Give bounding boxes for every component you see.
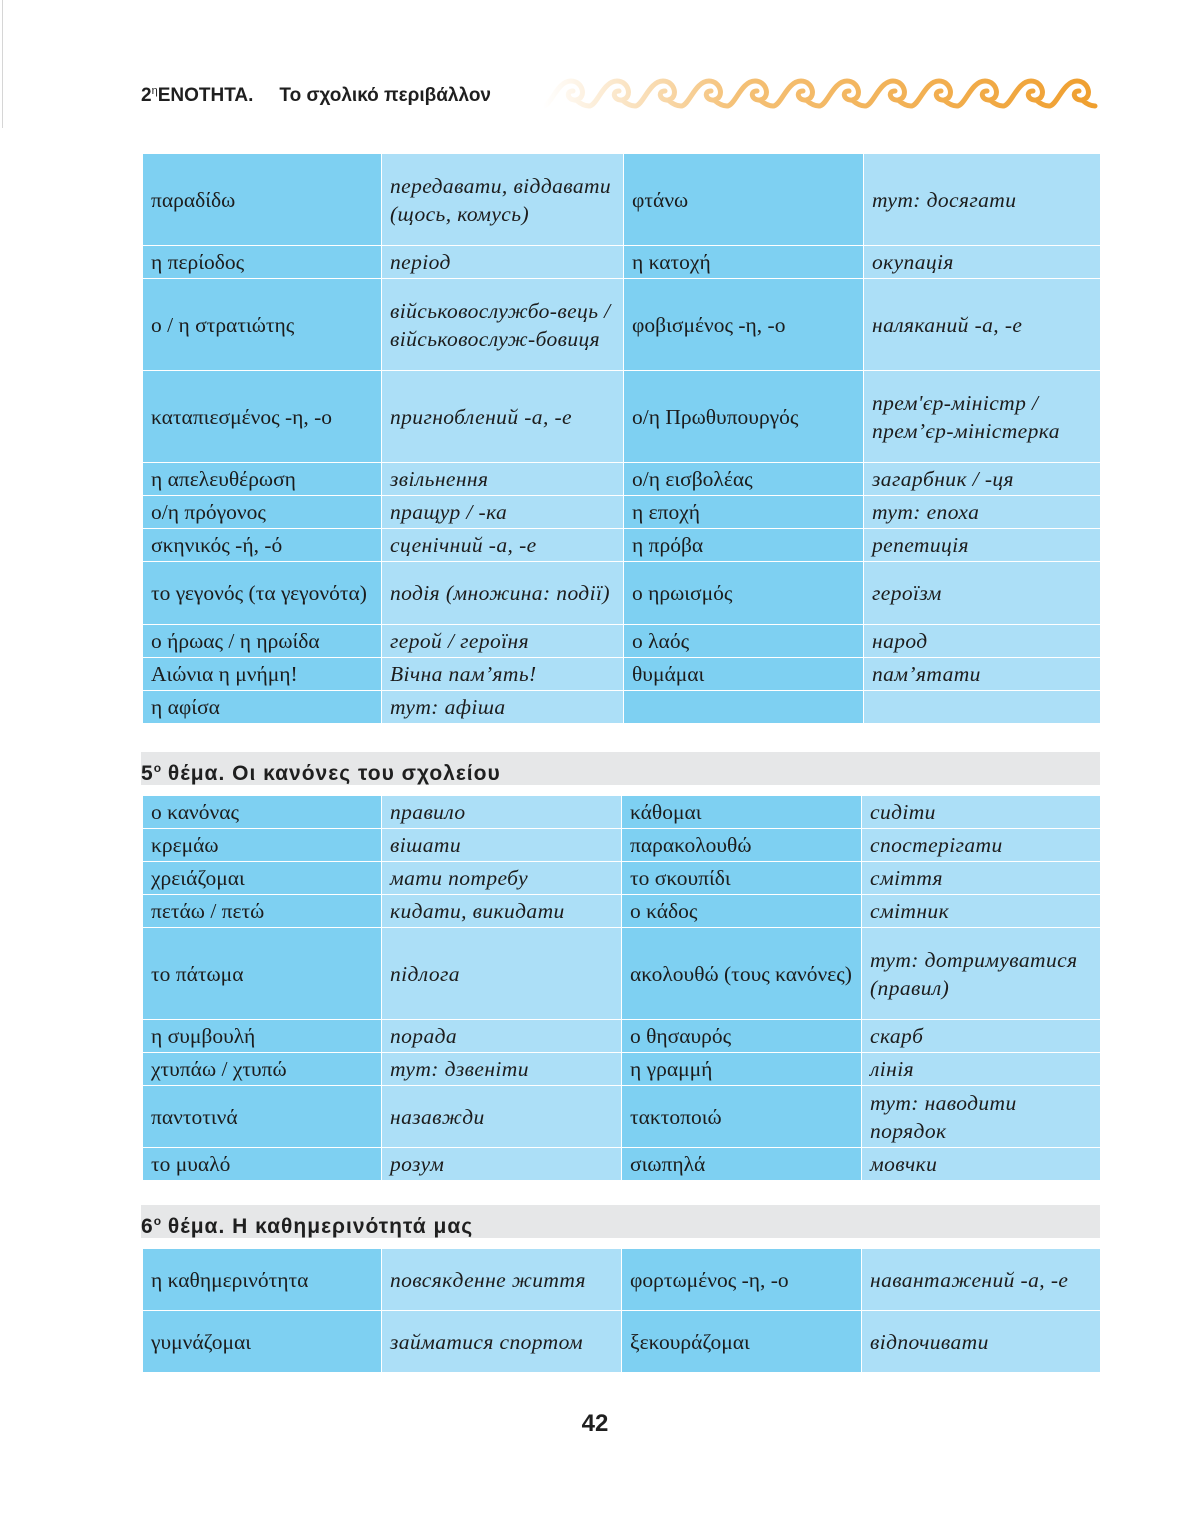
greek-term-cell: κρεμάω xyxy=(143,829,382,862)
ukrainian-translation-cell: передавати, віддавати (щось, комусь) xyxy=(382,154,624,246)
table-row xyxy=(143,625,1101,658)
theme-6-number: 6 xyxy=(141,1215,154,1238)
greek-term-cell: παραδίδω xyxy=(143,154,382,246)
table-row xyxy=(143,1311,1101,1373)
ukrainian-translation-cell: тут: досягати xyxy=(864,154,1101,246)
table-row xyxy=(143,496,1101,529)
greek-term-cell: κάθομαι xyxy=(622,796,862,829)
greek-term-cell: ο/η Πρωθυπουργός xyxy=(624,371,864,463)
greek-term-cell: καταπιεσμένος -η, -ο xyxy=(143,371,382,463)
ukrainian-translation-cell: звільнення xyxy=(382,463,624,496)
vocab-table-3 xyxy=(142,1248,1101,1373)
greek-term-cell: το μυαλό xyxy=(143,1148,382,1181)
greek-term-cell: ο/η πρόγονος xyxy=(143,496,382,529)
vocab-table-3-body xyxy=(143,1249,1101,1373)
unit-heading xyxy=(141,76,491,111)
greek-term-cell: Αιώνια η μνήμη! xyxy=(143,658,382,691)
ukrainian-translation-cell: пам’ятати xyxy=(864,658,1101,691)
greek-term-cell: ξεκουράζομαι xyxy=(622,1311,862,1373)
table-row xyxy=(143,1020,1101,1053)
ukrainian-translation-cell: порада xyxy=(382,1020,622,1053)
unit-number: 2 xyxy=(141,85,152,106)
greek-term-cell: ο ηρωισμός xyxy=(624,562,864,625)
greek-term-cell: ο/η εισβολέας xyxy=(624,463,864,496)
greek-term-cell: το γεγονός (τα γεγονότα) xyxy=(143,562,382,625)
table-row xyxy=(143,658,1101,691)
ukrainian-translation-cell: Вічна пам’ять! xyxy=(382,658,624,691)
theme-5-heading xyxy=(141,752,1100,785)
ukrainian-translation-cell: тут: наводити порядок xyxy=(862,1086,1101,1148)
table-row xyxy=(143,279,1101,371)
theme-6-label: θέμα. Η καθημερινότητά μας xyxy=(167,1215,474,1238)
theme-6-heading xyxy=(141,1205,1100,1238)
ukrainian-translation-cell: розум xyxy=(382,1148,622,1181)
ukrainian-translation-cell: сміття xyxy=(862,862,1101,895)
ukrainian-translation-cell: відпочивати xyxy=(862,1311,1101,1373)
table-row xyxy=(143,928,1101,1020)
greek-term-cell: φτάνω xyxy=(624,154,864,246)
ukrainian-translation-cell: підлога xyxy=(382,928,622,1020)
table-row xyxy=(143,691,1101,724)
table-row xyxy=(143,796,1101,829)
vocab-table-1 xyxy=(142,153,1101,724)
greek-term-cell: η γραμμή xyxy=(622,1053,862,1086)
table-row xyxy=(143,371,1101,463)
vocab-table-2 xyxy=(142,795,1101,1181)
page-header xyxy=(141,76,1101,112)
ukrainian-translation-cell: смітник xyxy=(862,895,1101,928)
ukrainian-translation-cell: назавжди xyxy=(382,1086,622,1148)
vocab-table-2-body xyxy=(143,796,1101,1181)
vocab-table-1-body xyxy=(143,154,1101,724)
ukrainian-translation-cell: мовчки xyxy=(862,1148,1101,1181)
ukrainian-translation-cell: народ xyxy=(864,625,1101,658)
greek-term-cell: ο ήρωας / η ηρωίδα xyxy=(143,625,382,658)
greek-term-cell: τακτοποιώ xyxy=(622,1086,862,1148)
greek-term-cell: σιωπηλά xyxy=(622,1148,862,1181)
ukrainian-translation-cell: тут: епоха xyxy=(864,496,1101,529)
table-row xyxy=(143,562,1101,625)
greek-term-cell: η περίοδος xyxy=(143,246,382,279)
greek-term-cell: παντοτινά xyxy=(143,1086,382,1148)
theme-5-sup: ο xyxy=(153,761,162,775)
greek-term-cell: γυμνάζομαι xyxy=(143,1311,382,1373)
ukrainian-translation-cell: герой / героїня xyxy=(382,625,624,658)
greek-term-cell: η εποχή xyxy=(624,496,864,529)
table-row xyxy=(143,246,1101,279)
ukrainian-translation-cell: сидіти xyxy=(862,796,1101,829)
wave-ornament-icon xyxy=(539,76,1101,112)
greek-term-cell: ακολουθώ (τους κανόνες) xyxy=(622,928,862,1020)
table-row xyxy=(143,1249,1101,1311)
greek-term-cell: χρειάζομαι xyxy=(143,862,382,895)
greek-term-cell: η απελευθέρωση xyxy=(143,463,382,496)
greek-term-cell: ο θησαυρός xyxy=(622,1020,862,1053)
unit-sup: η xyxy=(151,85,158,97)
table-row xyxy=(143,463,1101,496)
greek-term-cell: παρακολουθώ xyxy=(622,829,862,862)
ukrainian-translation-cell: пригноблений -а, -е xyxy=(382,371,624,463)
unit-title: Το σχολικό περιβάλλον xyxy=(279,85,491,106)
ukrainian-translation-cell: спостерігати xyxy=(862,829,1101,862)
theme-6-sup: ο xyxy=(153,1214,162,1228)
greek-term-cell: ο / η στρατιώτης xyxy=(143,279,382,371)
theme-5-label: θέμα. Οι κανόνες του σχολείου xyxy=(167,762,501,785)
ukrainian-translation-cell: тут: дотримуватися (правил) xyxy=(862,928,1101,1020)
table-row xyxy=(143,829,1101,862)
greek-term-cell xyxy=(624,691,864,724)
ukrainian-translation-cell: лінія xyxy=(862,1053,1101,1086)
greek-term-cell: πετάω / πετώ xyxy=(143,895,382,928)
table-row xyxy=(143,529,1101,562)
ukrainian-translation-cell: пращур / -ка xyxy=(382,496,624,529)
greek-term-cell: σκηνικός -ή, -ό xyxy=(143,529,382,562)
ukrainian-translation-cell: тут: дзвеніти xyxy=(382,1053,622,1086)
table-row xyxy=(143,154,1101,246)
ukrainian-translation-cell: військовослужбо-вець / військовослуж-бовиця xyxy=(382,279,624,371)
ukrainian-translation-cell: правило xyxy=(382,796,622,829)
greek-term-cell: η πρόβα xyxy=(624,529,864,562)
ukrainian-translation-cell: мати потребу xyxy=(382,862,622,895)
greek-term-cell: ο κάδος xyxy=(622,895,862,928)
ukrainian-translation-cell xyxy=(864,691,1101,724)
ukrainian-translation-cell: подія (множина: події) xyxy=(382,562,624,625)
greek-term-cell: χτυπάω / χτυπώ xyxy=(143,1053,382,1086)
theme-5-number: 5 xyxy=(141,762,154,785)
greek-term-cell: φοβισμένος -η, -ο xyxy=(624,279,864,371)
table-row xyxy=(143,1148,1101,1181)
left-margin-rule xyxy=(2,0,3,128)
ukrainian-translation-cell: кидати, викидати xyxy=(382,895,622,928)
ukrainian-translation-cell: займатися спортом xyxy=(382,1311,622,1373)
greek-term-cell: το πάτωμα xyxy=(143,928,382,1020)
table-row xyxy=(143,862,1101,895)
ukrainian-translation-cell: прем'єр-міністр / прем’єр-міністерка xyxy=(864,371,1101,463)
ukrainian-translation-cell: сценічний -а, -е xyxy=(382,529,624,562)
table-row xyxy=(143,1053,1101,1086)
table-row xyxy=(143,1086,1101,1148)
ukrainian-translation-cell: період xyxy=(382,246,624,279)
table-row xyxy=(143,895,1101,928)
page-number: 42 xyxy=(581,1410,609,1437)
ukrainian-translation-cell: окупація xyxy=(864,246,1101,279)
greek-term-cell: φορτωμένος -η, -ο xyxy=(622,1249,862,1311)
ukrainian-translation-cell: наляканий -а, -е xyxy=(864,279,1101,371)
greek-term-cell: η καθημερινότητα xyxy=(143,1249,382,1311)
unit-word: ΕΝΟΤΗΤΑ. xyxy=(157,85,254,106)
ukrainian-translation-cell: навантажений -а, -е xyxy=(862,1249,1101,1311)
ukrainian-translation-cell: тут: афіша xyxy=(382,691,624,724)
greek-term-cell: ο κανόνας xyxy=(143,796,382,829)
greek-term-cell: το σκουπίδι xyxy=(622,862,862,895)
ukrainian-translation-cell: вішати xyxy=(382,829,622,862)
ukrainian-translation-cell: загарбник / -ця xyxy=(864,463,1101,496)
greek-term-cell: η κατοχή xyxy=(624,246,864,279)
greek-term-cell: η αφίσα xyxy=(143,691,382,724)
greek-term-cell: ο λαός xyxy=(624,625,864,658)
ukrainian-translation-cell: героїзм xyxy=(864,562,1101,625)
ukrainian-translation-cell: повсякденне життя xyxy=(382,1249,622,1311)
greek-term-cell: θυμάμαι xyxy=(624,658,864,691)
greek-term-cell: η συμβουλή xyxy=(143,1020,382,1053)
ukrainian-translation-cell: репетиція xyxy=(864,529,1101,562)
ukrainian-translation-cell: скарб xyxy=(862,1020,1101,1053)
